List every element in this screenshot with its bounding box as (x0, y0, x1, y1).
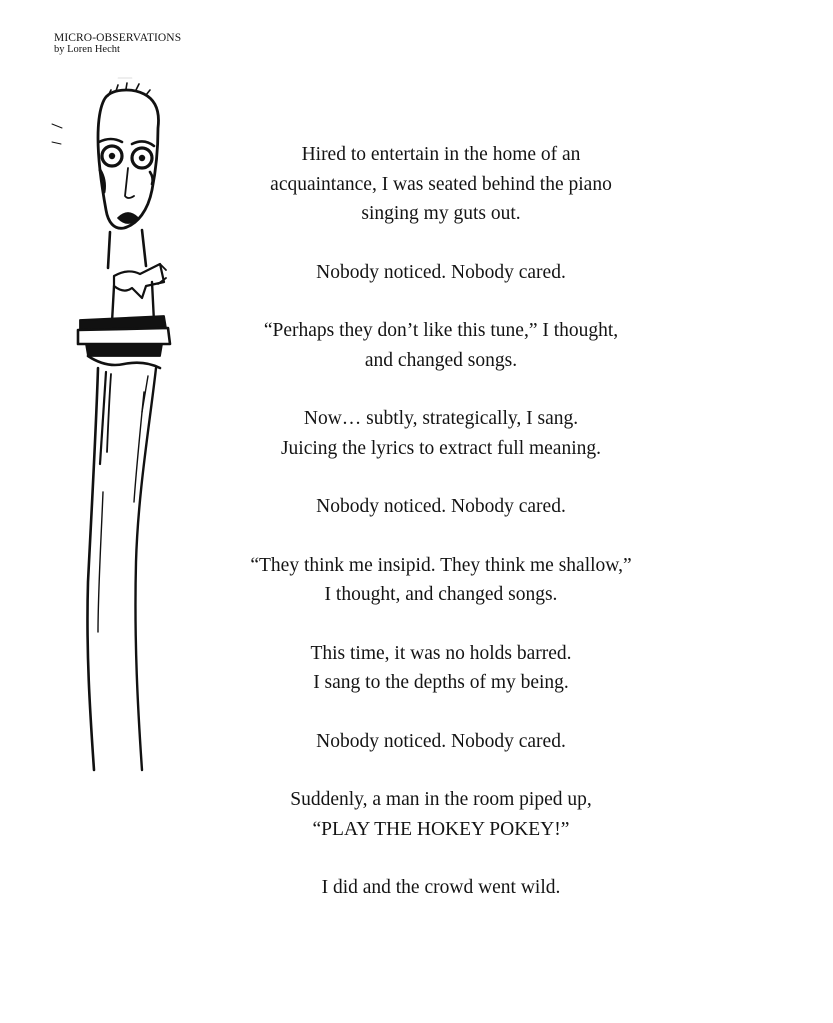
stanza (230, 140, 652, 229)
poem-line: Juicing the lyrics to extract full meaning. (280, 437, 602, 459)
poem-line: “PLAY THE HOKEY POKEY!” (312, 818, 570, 840)
header (54, 32, 181, 56)
stanza (230, 873, 652, 903)
stanza (230, 551, 652, 610)
poem-line: I thought, and changed songs. (324, 584, 558, 605)
author-byline: by Loren Hecht (54, 44, 120, 55)
poem-line: “Perhaps they don’t like this tune,” I thought, (263, 320, 619, 341)
poem-line: and changed songs. (364, 349, 518, 371)
poem-body (230, 140, 652, 932)
stanza (230, 639, 652, 698)
stanza (230, 316, 652, 375)
stanza (230, 727, 652, 757)
poem-line: This time, it was no holds barred. (310, 642, 572, 664)
poem-line: I did and the crowd went wild. (321, 877, 561, 898)
poem-line: Nobody noticed. Nobody cared. (316, 496, 566, 517)
poem-line: Now… subtly, strategically, I sang. (303, 408, 579, 429)
poem-line: I sang to the depths of my being. (313, 672, 569, 693)
poem-line: Hired to entertain in the home of an (301, 144, 581, 165)
stanza (230, 258, 652, 288)
poem-line: acquaintance, I was seated behind the piano (270, 173, 612, 195)
poem-line: Nobody noticed. Nobody cared. (316, 730, 566, 752)
poem-line: singing my guts out. (361, 203, 521, 224)
stanza (230, 785, 652, 844)
poem-line: Nobody noticed. Nobody cared. (316, 261, 566, 283)
poem-line: “They think me insipid. They think me shallow,” (250, 554, 632, 576)
poem-line: Suddenly, a man in the room piped up, (290, 789, 592, 810)
stanza (230, 404, 652, 463)
singer-on-column-illustration (48, 72, 178, 777)
stanza (230, 492, 652, 522)
series-title: MICRO-OBSERVATIONS (54, 32, 182, 44)
